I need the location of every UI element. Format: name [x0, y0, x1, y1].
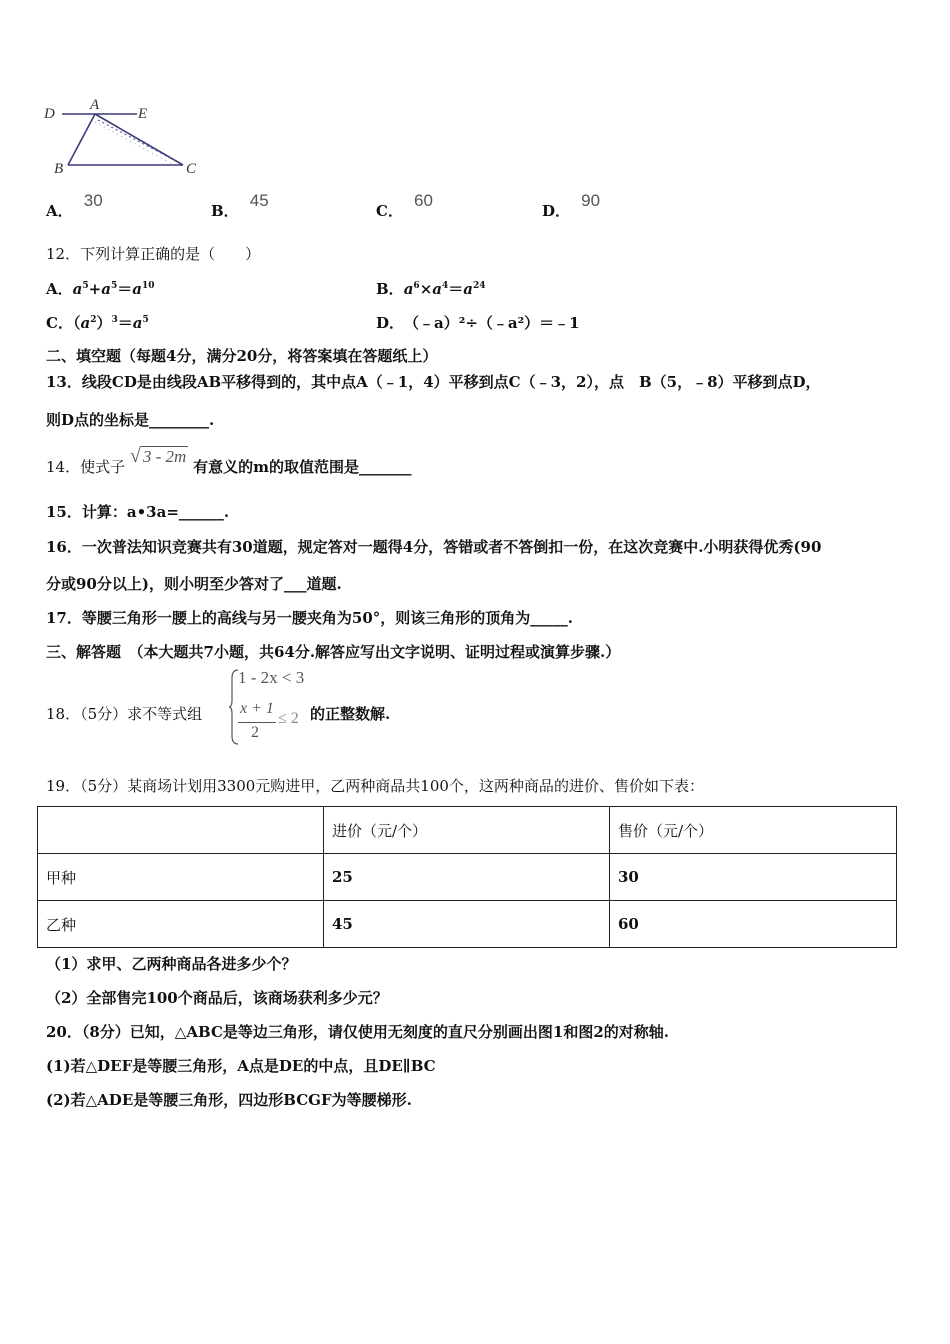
q20-stem: 20．（8分）已知，△ABC是等边三角形，请仅使用无刻度的直尺分别画出图1和图2的对称轴.: [46, 1023, 669, 1041]
q14-suffix: 有意义的m的取值范围是_______: [193, 458, 412, 476]
inequality-1: 1 - 2x < 3: [238, 668, 305, 687]
table-cell: 60: [610, 901, 897, 948]
table-cell: 30: [610, 854, 897, 901]
q19-stem: 19．（5分）某商场计划用3300元购进甲，乙两种商品共100个，这两种商品的进价、售价如下表：: [46, 777, 704, 795]
option-value: 90: [581, 191, 601, 210]
triangle-figure: [40, 92, 210, 182]
fold-line: [98, 120, 178, 162]
q19-sub1: （1）求甲、乙两种商品各进多少个？: [46, 955, 297, 973]
q11-option-c: [376, 190, 433, 220]
q16-line2: 分或90分以上)，则小明至少答对了___道题.: [46, 575, 342, 593]
option-label: D．: [376, 314, 397, 332]
q12-option-d: [376, 313, 580, 333]
q16-line1: 16．一次普法知识竞赛共有30道题，规定答对一题得4分，答错或者不答倒扣一份，在这次竞赛中.小明获得优秀(90: [46, 538, 822, 556]
q18-suffix: 的正整数解.: [310, 705, 391, 723]
header-cell: [38, 807, 324, 854]
table-cell: 乙种: [38, 901, 324, 948]
q17: 17．等腰三角形一腰上的高线与另一腰夹角为50°，则该三角形的顶角为_____.: [46, 609, 573, 627]
option-label: A．: [46, 202, 73, 220]
q11-option-d: [542, 190, 601, 220]
option-value: 30: [83, 191, 103, 210]
q14-prefix: 14．使式子: [46, 458, 126, 476]
q20-sub2: (2)若△ADE是等腰三角形，四边形BCGF为等腰梯形.: [46, 1091, 412, 1109]
header-cell: 售价（元/个）: [610, 807, 897, 854]
option-value: 45: [249, 191, 269, 210]
inequality-2-denominator: 2: [251, 724, 259, 741]
option-label: C．: [46, 314, 73, 332]
q11-option-a: [46, 190, 103, 220]
table-row: [38, 854, 897, 901]
table-cell: 25: [324, 854, 610, 901]
q12-option-b: B．$a^6\times a^4=a^{24}$: [376, 280, 486, 298]
side-ab: [68, 114, 95, 165]
option-label: A．: [46, 280, 73, 298]
fraction-bar: [238, 722, 276, 723]
label-c: C: [186, 161, 197, 177]
inequality-2-relation: ≤ 2: [278, 710, 299, 727]
table-cell: 甲种: [38, 854, 324, 901]
option-label: B．: [211, 202, 239, 220]
q12-option-c: C．$(a^2)^3=a^5$: [46, 314, 149, 332]
label-d: D: [44, 106, 55, 122]
label-b: B: [54, 161, 64, 177]
q13-line2: 则D点的坐标是________.: [46, 411, 215, 429]
q12-stem: 12．下列计算正确的是（ ）: [46, 245, 261, 263]
price-table: [37, 806, 897, 948]
q14: [46, 445, 412, 478]
table-cell: 45: [324, 901, 610, 948]
section-title-fill-blank: 二、填空题（每题4分，满分20分，将答案填在答题纸上）: [46, 347, 438, 365]
option-text: （﹣a）²÷（﹣a²）＝﹣1: [411, 314, 580, 332]
label-e: E: [138, 106, 148, 122]
q13-line1: 13．线段CD是由线段AB平移得到的，其中点A（﹣1，4）平移到点C（﹣3，2），点 B（5，﹣8）平移到点D，: [46, 373, 821, 391]
option-value: 60: [414, 191, 433, 210]
q11-option-b: [211, 190, 269, 220]
radical-content: 3 - 2m: [142, 447, 187, 466]
q12-option-a: A．$a^5+a^5=a^{10}$: [46, 280, 155, 298]
q20-sub1: (1)若△DEF是等腰三角形，A点是DE的中点，且DE∥BC: [46, 1057, 436, 1075]
inequality-2-numerator: x + 1: [240, 700, 274, 717]
label-a: A: [90, 97, 100, 113]
q18-prefix: 18．（5分）求不等式组: [46, 705, 203, 723]
q19-sub2: （2）全部售完100个商品后，该商场获利多少元？: [46, 989, 388, 1007]
table-row: [38, 901, 897, 948]
option-label: D．: [542, 202, 571, 220]
section-title-solutions: 三、解答题 （本大题共7小题，共64分.解答应写出文字说明、证明过程或演算步骤.）: [46, 643, 621, 661]
table-header-row: [38, 807, 897, 854]
option-label: C．: [376, 202, 403, 220]
option-label: B．: [376, 280, 404, 298]
radical-expression: √ 3 - 2m: [129, 445, 187, 467]
q15: 15．计算：a•3a=______.: [46, 503, 230, 521]
header-cell: 进价（元/个）: [324, 807, 610, 854]
